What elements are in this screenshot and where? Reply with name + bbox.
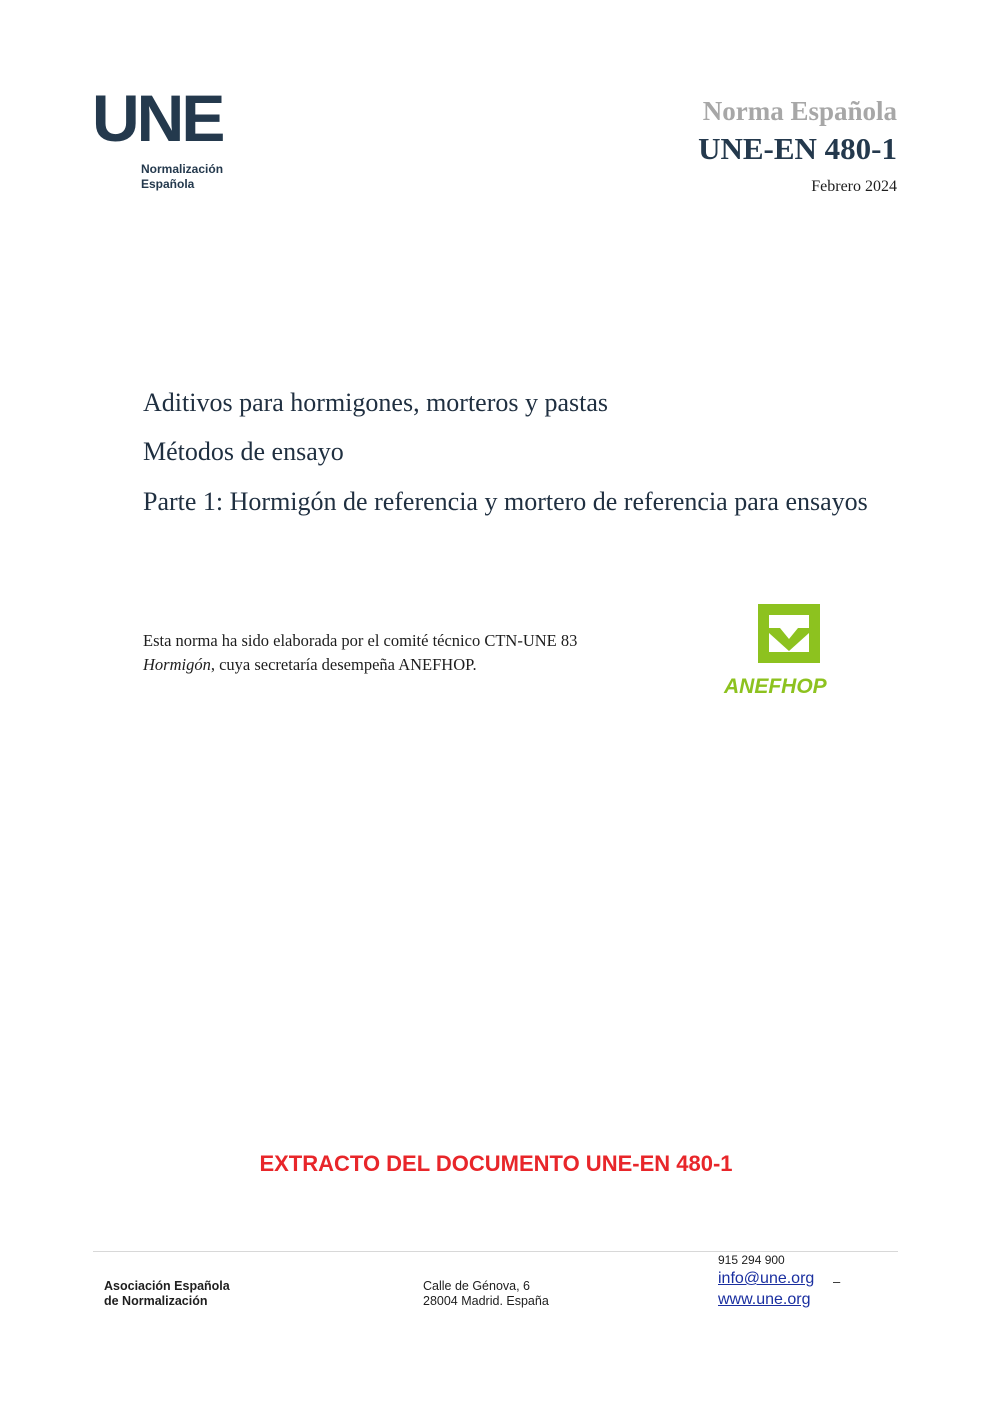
une-logo-wordmark: UNE — [92, 81, 223, 155]
extract-notice: EXTRACTO DEL DOCUMENTO UNE-EN 480-1 — [259, 1151, 733, 1176]
committee-statement — [143, 629, 613, 676]
footer-phone: 915 294 900 — [718, 1253, 785, 1267]
anefhop-logo-text: ANEFHOP — [724, 675, 827, 698]
title-line-1: Aditivos para hormigones, morteros y pastas — [143, 388, 609, 417]
une-logo-subtitle: Normalización Española — [141, 162, 224, 191]
footer-email-link[interactable]: info@une.org — [718, 1270, 815, 1287]
norm-label: Norma Española — [702, 96, 897, 126]
norm-date: Febrero 2024 — [811, 178, 897, 195]
committee-suffix: , cuya secretaría desempeña ANEFHOP. — [210, 654, 477, 674]
norm-code: UNE-EN 480-1 — [698, 131, 897, 166]
anefhop-logo — [722, 601, 862, 699]
committee-prefix: Esta norma ha sido elaborada por el comité técnico CTN-UNE 83 — [143, 631, 578, 650]
footer-association: Asociación Española de Normalización — [104, 1279, 230, 1308]
une-logo — [92, 81, 242, 200]
committee-name: Hormigón — [143, 654, 211, 674]
footer-address: Calle de Génova, 6 28004 Madrid. España — [423, 1279, 549, 1308]
footer-website-link[interactable]: www.une.org — [718, 1291, 811, 1308]
anefhop-logo-icon — [722, 601, 862, 699]
footer-divider — [93, 1251, 898, 1252]
footer-separator: – — [833, 1274, 841, 1289]
title-line-2: Métodos de ensayo — [143, 437, 344, 466]
title-line-3: Parte 1: Hormigón de referencia y mortero de referencia para ensayos — [143, 487, 868, 516]
